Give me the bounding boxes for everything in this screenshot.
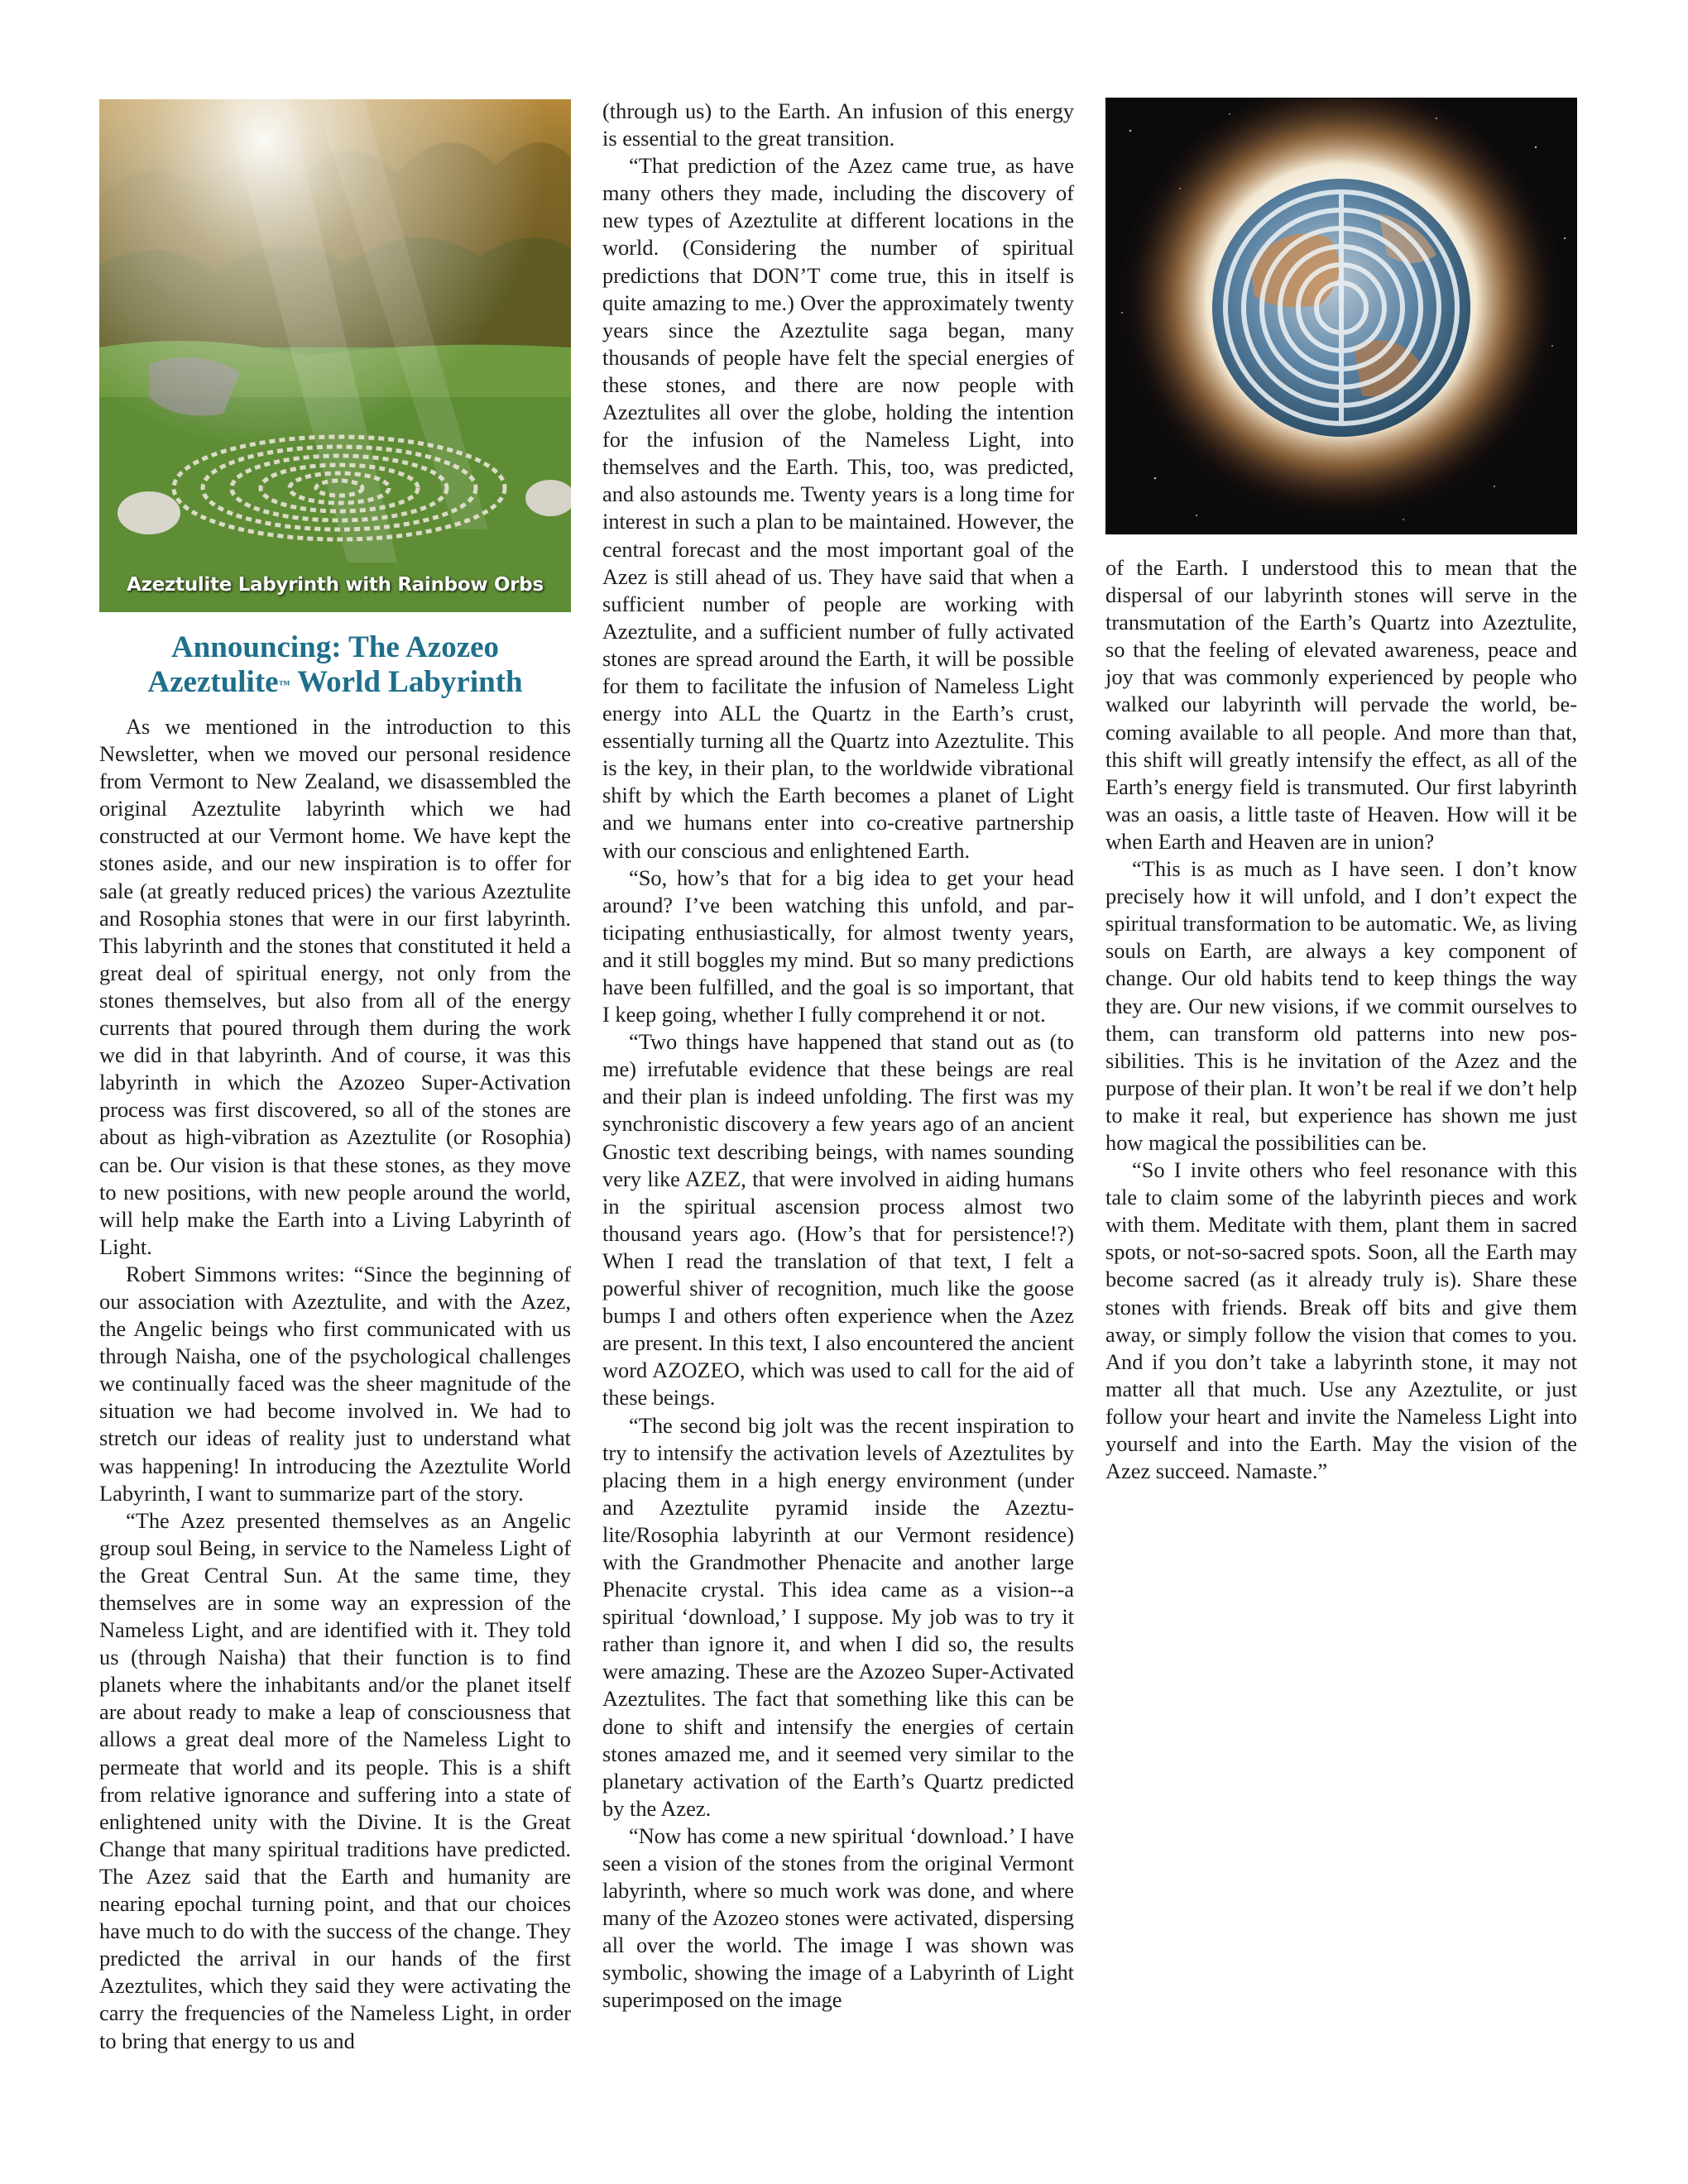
paragraph: “Now has come a new spiritual ‘download.’ I have seen a vision of the stones from the original Vermont labyrinth, where so much work was done, and where many of the Azozeo stones were activated, dispersing all over the world. The image I was shown was symbolic, showing the image of a Labyrinth of Light superimposed on the image [602, 1822, 1074, 2013]
column-1 [99, 713, 571, 2055]
paragraph: “The second big jolt was the recent inspiration to try to intensify the activation levels of Azeztulites by placing them in a high energy environment (under and Azeztulite pyramid inside the Azeztulite/Rosophia labyrinth at our Vermont residence) with the Grandmother Phenacite and another large Phenacite crystal. This idea came as a vision--a spiritual ‘download,’ I suppose. My job was to try it rather than ignore it, and when I did so, the results were amazing. These are the Azozeo Super-Activated Azeztulites. The fact that something like this can be done to shift and intensify the energies of certain stones amazed me, and it seemed very similar to the planetary activation of the Earth’s Quartz predicted by the Azez. [602, 1412, 1074, 1821]
paragraph: Robert Simmons writes: “Since the beginning of our association with Azeztulite, and with the Azez, the Angelic beings who first communicated with us through Naisha, one of the psychological challenges we continually faced was the sheer magnitude of the situation we had become involved in. We had to stretch our ideas of reality just to understand what was happening! In introducing the Azeztulite World Labyrinth, I want to summarize part of the story. [99, 1261, 571, 1506]
labyrinth-photo [99, 99, 571, 612]
headline-rest: World Labyrinth [290, 665, 523, 699]
cosmic-labyrinth-image [1105, 98, 1577, 534]
paragraph: “This is as much as I have seen. I don’t know precisely how it will unfold, and I don’t expect the spiritual transformation to be automatic. We, as living souls on Earth, are always a key component of change. Our old habits tend to keep things the way they are. Our new visions, if we commit ourselves to them, can transform old patterns into new possibilities. This is he invitation of the Azez and the purpose of their plan. It won’t be real if we don’t help to make it real, but experience has shown me just how magical the possibilities can be. [1105, 856, 1577, 1155]
paragraph: “The Azez presented themselves as an Angelic group soul Being, in service to the Nameless Light of the Great Central Sun. At the same time, they themselves are in some way an expression of the Nameless Light, and are identified with it. They told us (through Naisha) that their function is to find planets where the inhabitants and/or the planet itself are about ready to make a leap of consciousness that allows a great deal more of the Nameless Light to permeate that world and its people. This is a shift from relative ignorance and suffering into a state of enlightened unity with the Divine. It is the Great Change that many spiritual traditions have predicted. The Azez said that the Earth and humanity are nearing epochal turning point, and that our choices have much to do with the success of the change. They predicted the arrival in our hands of the first Azeztulites, which they said they were activating the carry the frequencies of the Nameless Light, in order to bring that energy to us and [99, 1507, 571, 2053]
paragraph: “Two things have happened that stand out as (to me) irrefutable evidence that these beings are real and their plan is indeed unfolding. The first was my synchronistic discovery a few years ago of an ancient Gnostic text describing beings, with names sounding very like AZEZ, that were involved in aiding humans in the spiritual ascension process almost two thousand years ago. (How’s that for persistence!?) When I read the translation of that text, I felt a powerful shiver of recognition, much like the goose bumps I and others often experience when the Azez are present. In this text, I also encountered the ancient word AZOZEO, which was used to call for the aid of these beings. [602, 1029, 1074, 1410]
paragraph: “So I invite others who feel resonance with this tale to claim some of the labyrinth pieces and work with them. Meditate with them, plant them in sacred spots, or not-so-sacred spots. Soon, all the Earth may become sacred (as it already truly is). Share these stones with friends. Break off bits and give them away, or simply follow the vision that comes to you. And if you don’t take a labyrinth stone, it may not matter all that much. Use any Azeztulite, or just follow your heart and invite the Nameless Light into yourself and into the Earth. May the vision of the Azez succeed. Namaste.” [1105, 1157, 1577, 1484]
column-3 [1105, 554, 1577, 1485]
paragraph: As we mentioned in the introduction to this Newsletter, when we moved our personal residence from Vermont to New Zealand, we disassembled the original Azeztulite labyrinth which we had constructed at our Vermont home. We have kept the stones aside, and our new inspiration is to offer for sale (at greatly reduced prices) the various Azeztulite and Rosophia stones that were in our first labyrinth. This labyrinth and the stones that constituted it held a great deal of spiritual energy, not only from the stones themselves, but also from all of the energy currents that poured through them during the work we did in that labyrinth. And of course, it was this labyrinth in which the Azozeo Super-Activation process was first discovered, so all of the stones are about as high-vibration as Azeztulite (or Rosophia) can be. Our vision is that these stones, as they move to new positions, with new people around the world, will help make the Earth into a Living Labyrinth of Light. [99, 714, 571, 1259]
photo-caption: Azeztulite Labyrinth with Rainbow Orbs [127, 574, 544, 596]
column-2 [602, 98, 1074, 2014]
paragraph: of the Earth. I understood this to mean that the dispersal of our labyrinth stones will serve in the transmutation of the Earth’s Quartz into Azeztulite, so that the feeling of elevated awareness, peace and joy that was commonly experienced by people who walked our labyrinth will pervade the world, becoming available to all people. And more than that, this shift will greatly intensify the effect, as all of the Earth’s energy field is transmuted. Our first labyrinth was an oasis, a little taste of Heaven. How will it be when Earth and Heaven are in union? [1105, 555, 1577, 854]
article-headline [99, 630, 571, 700]
paragraph: “So, how’s that for a big idea to get your head around? I’ve been watching this unfold, and participating enthusiastically, for almost twenty years, and it still boggles my mind. But so many predictions have been fulfilled, and the goal is so important, that I keep going, whether I fully comprehend it or not. [602, 864, 1074, 1027]
paragraph: “That prediction of the Azez came true, as have many others they made, including the discovery of new types of Azeztulite at different locations in the world. (Considering the number of spiritual predictions that DON’T come true, this in itself is quite amazing to me.) Over the approximately twenty years since the Azeztulite saga began, many thousands of people have felt the special energies of these stones, and there are now people with Azeztulites all over the globe, holding the intention for the infusion of the Nameless Light, into themselves and the Earth. This, too, was predicted, and also astounds me. Twenty years is a long time for interest in such a plan to be maintained. However, the central forecast and the most important goal of the Azez is still ahead of us. They have said that when a sufficient number of people are working with Azeztulite, and a sufficient number of fully activated stones are spread around the Earth, it will be possible for them to facilitate the infusion of Nameless Light energy into ALL the Quartz in the Earth’s crust, essentially turning all the Quartz into Azeztulite. This is the key, in their plan, to the worldwide vibrational shift by which the Earth becomes a planet of Light and we humans enter into co-creative partnership with our conscious and enlightened Earth. [602, 153, 1074, 863]
headline-line-2 [99, 665, 571, 700]
headline-line-1: Announcing: The Azozeo [170, 630, 500, 664]
cosmic-labyrinth-art [1105, 98, 1577, 534]
trademark-symbol: ™ [278, 679, 290, 692]
paragraph: (through us) to the Earth. An infusion of this energy is essential to the great transition. [602, 98, 1074, 151]
headline-brand: Azeztulite [147, 665, 279, 699]
labyrinth-photo-art [99, 99, 571, 612]
